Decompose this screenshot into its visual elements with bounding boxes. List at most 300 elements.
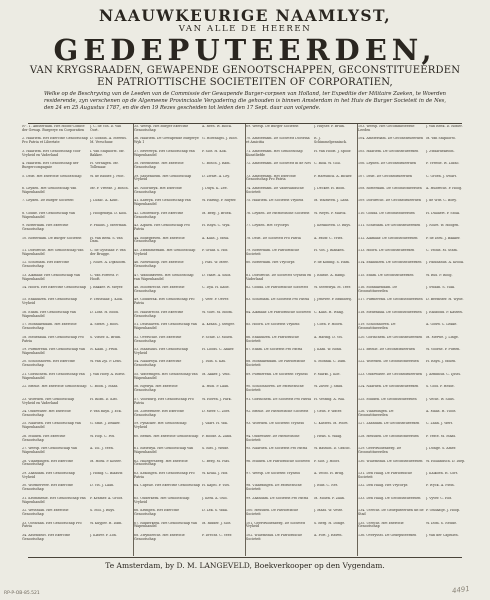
entry-names: C. Berg. M. Plas. <box>202 459 231 463</box>
entry-text: 37. Beverwyk. Het Genootschap van Wapenhandel <box>134 149 195 157</box>
entry-text: 136. Overyssel. De Gedeputeerden <box>358 533 417 537</box>
entry-text: 21. Gorinchem. Het Genootschap van Wapenhandel <box>22 372 85 380</box>
entry-text: 111. Schiedam. De Geconstitueerden <box>358 224 421 228</box>
entry-names: W. Vliet. M. Boom. <box>202 310 233 314</box>
entry-names: H. Loods. C. Anker. <box>202 348 235 352</box>
list-entry <box>134 261 242 273</box>
entry-names: P. Veste. M. Maas. <box>426 434 457 438</box>
list-entry <box>22 175 130 187</box>
entry-names: J. van der Capellen. <box>426 533 459 537</box>
entry-text: 75. Haarlem. De Societeit Vryheid <box>246 199 304 203</box>
entry-names: M. Hoek. P. Koster. <box>90 459 122 463</box>
entry-names: J. Nolet. A. Dijxhoorn. <box>90 261 127 265</box>
entry-names: R. J. Schimmelpenninck. <box>314 137 347 145</box>
entry-names: J. Coen. P. Hoorn. <box>314 323 344 327</box>
list-entry <box>358 323 466 335</box>
entry-names: D. Vis. J. Laan. <box>90 484 115 488</box>
list-entry <box>134 348 242 360</box>
entry-text: 30. Wormerveer. Het Exercitie Genootschap <box>22 484 73 492</box>
entry-names: H. van Hooft. J. Spoor. <box>314 149 352 153</box>
entry-names: H. Kapel. P. Ysel. <box>202 484 231 488</box>
entry-names: A. Haring. D. Vis. <box>314 335 344 339</box>
list-entry <box>246 484 354 496</box>
entry-text: 2. Haarlem. Het Exercitie Genootschap Pro Patria et Libertate <box>22 137 88 145</box>
list-entry <box>134 286 242 298</box>
list-entry <box>22 509 130 521</box>
list-entry <box>22 348 130 360</box>
entry-text: 115. Edam. De Geconstitueerden <box>358 273 414 277</box>
entry-text: 36. Haarlem. De Gewapende Burgerye Wyk 1 <box>134 137 199 145</box>
list-entry <box>22 410 130 422</box>
entry-names: J. Nolet. W. Hoogen. <box>426 224 460 228</box>
entry-text: 79. Rotterdam. De Patriottische Societeit <box>246 248 300 256</box>
list-entry <box>134 472 242 484</box>
entry-text: 12. Schiedam. Het Exercitie Genootschap <box>22 261 70 269</box>
entry-names: J. Klaver. P. Zon. <box>90 533 117 537</box>
entry-names: A. Kaas. J. Melk. <box>202 236 230 240</box>
list-entry <box>134 249 242 261</box>
list-entry <box>358 150 466 162</box>
list-entry <box>358 435 466 447</box>
entry-text: 52. Overschie. Het Exercitie Genootschap <box>134 335 182 343</box>
entry-names: P. Graaf. S. Hof. <box>202 248 229 252</box>
entry-names: M. Merwe. J. Linge. <box>426 335 459 339</box>
entry-text: 131. Den Haag. De Patriottische Societeit <box>358 471 413 479</box>
entry-text: 134. Utrecht. De Gedeputeerden uit de Stad <box>358 509 424 517</box>
entry-names: S. Blei. J. Weide. <box>202 447 230 451</box>
entry-names: W. Zilver. J. Smid. <box>314 385 344 389</box>
entry-text: 74. Amsterdam. De Vaderlandsche Societeit <box>246 186 304 194</box>
entry-names: J. Tuin. S. Kas. <box>202 360 227 364</box>
entry-names: A. Vecht. H. Brug. <box>314 471 345 475</box>
entry-text: 58. Zoetermeer. Het Exercitie Genootschap <box>134 409 184 417</box>
list-entry <box>358 460 466 472</box>
entry-text: 24. Oudewater. Het Exercitie Genootschap <box>22 409 71 417</box>
list-entry <box>22 398 130 410</box>
entry-text: 107. Delft. De Geconstitueerden <box>358 174 413 178</box>
entry-text: 64. Capelle. Het Exercitie Genootschap <box>134 484 200 488</box>
list-entry <box>246 286 354 298</box>
entry-text: 57. Voorburg. Het Genootschap Pro Patria <box>134 397 194 405</box>
list-entry <box>358 298 466 310</box>
entry-names: J. Veer. P. Oever. <box>202 298 229 302</box>
entry-names: J. van Hoey. A. Roest. <box>90 372 126 376</box>
entry-text: 41. Katwyk. Het Genootschap van Wapenhandel <box>134 199 191 207</box>
list-entry <box>134 187 242 199</box>
entry-text: 31. Krommenie. Het Genootschap van Wapenhandel <box>22 496 86 504</box>
entry-names: H. Rhyn. J. Molen. <box>426 360 457 364</box>
title-line-3: GEDEPUTEERDEN, <box>53 33 437 67</box>
entry-names: D. Vaart. A. Sluis. <box>202 273 232 277</box>
entry-text: 105. Haarlem. De Geconstitueerden <box>358 149 419 153</box>
entry-names: H. Vesting. A. Wal. <box>314 397 346 401</box>
list-entry <box>22 125 130 137</box>
entry-text: 61. Bleiswyk. Het Genootschap van Wapenhandel <box>134 447 194 455</box>
entry-names: J. Decker. H. Boon. <box>314 186 346 190</box>
list-entry <box>22 199 130 211</box>
list-entry <box>22 286 130 298</box>
list-entry <box>134 311 242 323</box>
title-line-2: VAN ALLE DE HEEREN <box>178 24 312 34</box>
list-entry <box>134 534 242 546</box>
entry-text: 45. Zwammerdam. Het Genootschap Vryheid <box>134 248 196 256</box>
entry-names: D. Meer. C. Zoet. <box>202 409 231 413</box>
entry-text: 96. Muiden. De Patriottische Societeit <box>246 459 310 463</box>
entry-names: A. Tol. J. Veen. <box>90 447 114 451</box>
list-entry <box>358 447 466 459</box>
entry-text: 101. Geertruidenberg. De Societeit Vryheid <box>246 521 306 529</box>
list-entry <box>134 360 242 372</box>
entry-text: 42. Leiderdorp. Het Exercitie Genootschap <box>134 211 184 219</box>
list-entry <box>134 150 242 162</box>
entry-names: W. Kuyper. H. Dam. <box>90 521 123 525</box>
entry-text: 49. Gouderak. Het Genootschap Pro Patria <box>134 298 195 306</box>
entry-names: C. Bosch. J. Ram. <box>202 162 231 166</box>
entry-names: P. Kramer. A. Groot. <box>90 496 124 500</box>
entry-names: P. Ondaatje. J. Hoop. <box>426 509 461 513</box>
entry-names: A. Pauw. C. Vries. <box>314 236 344 240</box>
entry-names: A. Fort. J. Haven. <box>314 533 343 537</box>
list-entry <box>134 125 242 137</box>
entry-names: P. de Koning. S. Ham. <box>314 261 350 265</box>
entry-names: C. Dyk. H. Kade. <box>202 286 230 290</box>
entry-text: 14. Hoorn. Het Exercitie Genootschap <box>22 286 86 290</box>
entry-text: N°. 1. Amsterdam. Het Hoofd-Comite der Gewap. Burgerye en Corporatien <box>22 125 85 132</box>
entry-text: 85. Hoorn. De Societeit Vryheid <box>246 323 300 327</box>
list-entry <box>246 249 354 261</box>
list-column-2 <box>134 125 242 555</box>
entry-names: M. Berg. J. Broek. <box>202 211 232 215</box>
entry-text: 32. Westzaan. Het Exercitie Genootschap <box>22 509 69 517</box>
entry-names: C. Kaas. H. Waag. <box>314 310 344 314</box>
entry-text: 73. Amsterdam. Het Exercitie Genootschap Pro Patria <box>246 174 296 182</box>
list-entry <box>358 237 466 249</box>
list-entry <box>246 199 354 211</box>
entry-names: M. Molen. P. Zaan. <box>314 496 346 500</box>
entry-text: 95. Naarden. De Societeit Pro Patria <box>246 447 308 451</box>
list-entry <box>134 199 242 211</box>
entry-names: C. Groen. J. Swart. <box>426 174 458 178</box>
list-entry <box>246 237 354 249</box>
entry-text: 53. Maassluis. Het Genootschap Vryheid <box>134 348 188 355</box>
entry-names: W. Hop. C. Pos. <box>90 434 116 438</box>
entry-text: 70. Amsterdam. De Societeit Doctrina et Amicitia <box>246 137 310 145</box>
title-line-5: EN PATRIOTTISCHE SOCIETEITEN OF CORPORATIEN, <box>97 77 393 88</box>
entry-text: 68. Zwyndrecht. Het Exercitie Genootschap <box>134 533 185 541</box>
list-entry <box>246 162 354 174</box>
list-entry <box>246 398 354 410</box>
entry-text: 6. Leyden. Het Genootschap van Wapenhandel <box>22 186 77 194</box>
entry-text: 123. Oudewater. De Geconstitueerden <box>358 372 423 376</box>
entry-text: 97. Weesp. De Societeit Vryheid <box>246 471 300 475</box>
list-entry <box>246 410 354 422</box>
list-entry <box>22 162 130 174</box>
entry-names: H. van Beek. S. van Dam. <box>90 236 123 244</box>
entry-text: 26. Muiden. Het Exercitie Genootschap <box>22 434 66 442</box>
entry-names: P. Slot. J. Hooft. <box>314 459 340 463</box>
entry-names: J. Duyn. K. Zee. <box>202 186 228 190</box>
entry-names: G. Smit. J. Dekker. <box>90 422 121 426</box>
entry-names: W. Hoven. J. Park. <box>202 397 232 401</box>
entry-text: 127. Zaandam. De Geconstitueerden <box>358 422 420 426</box>
entry-text: 110. Gouda. De Geconstitueerden <box>358 211 415 215</box>
entry-names: D. Zwart. A. Ley. <box>202 174 230 178</box>
entry-text: 50. Haastrecht. Het Exercitie Genootschap <box>134 310 184 318</box>
entry-names: Mr. P. Vreede. J. Bosch. <box>90 186 129 190</box>
entry-text: 44. Bodegraven. Het Exercitie Genootschap <box>134 236 185 244</box>
entry-text: 91. Gorinchem. De Societeit Pro Patria <box>246 397 312 401</box>
entry-names: H. Vos. J. Blanken. <box>314 248 345 252</box>
entry-text: 103. Weesp. Het Gecommitteerde Leeden <box>358 125 415 132</box>
entry-text: 60. Berkel. Het Exercitie Genootschap <box>134 434 199 438</box>
bottom-rule <box>28 557 462 558</box>
entry-text: 48. Moordrecht. Het Exercitie Genootschap <box>134 286 185 293</box>
list-entry <box>22 150 130 162</box>
entry-names: W. Dom. S. Neude. <box>426 521 458 525</box>
entry-text: 35. Weesp. Het Burger Exercitie Genootschap <box>134 125 189 132</box>
entry-names: W. Steenwyk. M. Teer. <box>314 286 351 290</box>
entry-text: 135. Utrecht. Het Exercitie Genootschap <box>358 521 404 529</box>
entry-text: 19. Purmerend. Het Genootschap van Wapenhandel <box>22 348 86 355</box>
list-entry <box>22 422 130 434</box>
entry-text: 100. Heusden. De Patriottische Societeit <box>246 509 299 517</box>
entry-text: 3. Haarlem. Het Genootschap Voor Vryheid en Vaderland <box>22 149 81 157</box>
entry-text: 56. Rijswyk. Het Exercitie Genootschap <box>134 385 178 393</box>
entry-text: 71. Amsterdam. Het Genootschap Kunstliefde <box>246 149 303 157</box>
list-entry <box>246 212 354 224</box>
list-entry <box>22 249 130 261</box>
list-entry <box>246 460 354 472</box>
entry-text: 10. Rotterdam. De Burger Societeit <box>22 236 82 240</box>
list-entry <box>358 261 466 273</box>
entry-names: C. Boon. J. Maas. <box>90 385 119 389</box>
entry-names: W. Hollandsch. D. Diep. <box>426 459 466 463</box>
list-entry <box>246 175 354 187</box>
list-entry <box>358 311 466 323</box>
entry-names: W. Voorne. P. Putten. <box>426 348 461 352</box>
entry-text: 119. Schoonhoven. De Geconstitueerden <box>358 323 396 331</box>
list-entry <box>134 212 242 224</box>
entry-text: 54. Naaldwyk. Het Exercitie Genootschap <box>134 360 182 368</box>
list-column-3 <box>246 125 354 555</box>
list-entry <box>246 435 354 447</box>
entry-names: S. Gooi. P. Heide. <box>426 385 455 389</box>
entry-text: 113. Hoorn. De Geconstitueerden <box>358 248 415 252</box>
entry-names: M. Akker. J. Veld. <box>202 372 231 376</box>
list-entry <box>134 422 242 434</box>
list-entry <box>358 274 466 286</box>
entry-names: C. Kasteel. M. Poort. <box>314 422 349 426</box>
entry-names: J. Donge. S. Amer. <box>426 447 457 451</box>
list-entry <box>22 460 130 472</box>
entry-text: 18. Medenblik. Het Genootschap Pro Patria <box>22 335 84 343</box>
entry-text: 28. Vlaardingen. Het Exercitie Genootschap <box>22 459 74 467</box>
list-entry <box>134 435 242 447</box>
entry-names: J. Bakker. W. Meyer. <box>90 286 124 290</box>
entry-names: S. Mol. J. Ruys. <box>90 509 116 513</box>
list-entry <box>22 187 130 199</box>
list-entry <box>358 187 466 199</box>
entry-names: P. Wyck. A. Plein. <box>426 484 455 488</box>
entry-text: 93. Woerden. De Societeit Vryheid <box>246 422 304 426</box>
entry-names: J. Paludanus. A. Krook. <box>426 261 465 265</box>
entry-text: 125. Muiden. De Geconstitueerden <box>358 397 417 401</box>
entry-text: 121. Brielle. De Geconstitueerden <box>358 348 415 352</box>
entry-text: 78. Delft. De Societeit Pro Patria <box>246 236 301 240</box>
entry-text: 124. Naarden. De Geconstitueerden <box>358 385 419 389</box>
entry-names: S. Berg. H. Donge. <box>314 521 346 525</box>
entry-names: W. van Zyl. P. Lens. <box>90 360 122 364</box>
entry-text: 108. Rotterdam. De Geconstitueerden <box>358 186 422 190</box>
entry-text: 130. Willemstad. De Geconstitueerden <box>358 459 423 463</box>
entry-names: J. Maas. W. Veste. <box>314 509 344 513</box>
list-entry <box>358 175 466 187</box>
inventory-number: RP-P-OB-85.521 <box>4 591 40 596</box>
list-entry <box>358 422 466 434</box>
entry-names: J. Radboud. P. Kasteel. <box>426 310 464 314</box>
list-column-1 <box>22 125 130 555</box>
entry-text: 16. Edam. Het Genootschap van Wapenhandel <box>22 310 76 318</box>
list-entry <box>134 373 242 385</box>
entry-text: 81. Dordrecht. De Societeit Vryheid en Vaderland <box>246 273 312 281</box>
intro-paragraph: Welke op de Beschryving van de Leeden van de Commissie der Gewapende Burger-corpsen van Holland, ter Expeditie der Militaire Zaeken, te Woerden residerende, zyn verschenen op de Algemeene Provinciaale Vergadering die gehouden is binnen Amsterdam in het Huis de Burger Societeit in de Nes, den 24 en 25 Augustus 1787, en die den 19 Rezes gescheiden tot leiden den 17 Sept. daar aan volgende. <box>44 91 446 112</box>
list-entry <box>22 447 130 459</box>
entry-names: W. Rus. P. Boog. <box>426 273 453 277</box>
entry-names: J. Hoogendyk. D. Kool. <box>90 211 128 215</box>
entry-text: 22. Brielle. Het Exercitie Genootschap <box>22 385 87 389</box>
entry-names: D. Beemster. H. Wyde. <box>426 298 464 302</box>
entry-text: 13. Alkmaar. Het Genootschap van Wapenhandel <box>22 273 81 281</box>
list-entry <box>22 385 130 397</box>
entry-text: 92. Brielle. De Patriottische Societeit <box>246 409 309 413</box>
list-entry <box>134 336 242 348</box>
list-entry <box>246 373 354 385</box>
list-entry <box>358 373 466 385</box>
entry-names: P. Tesselaar. J. Klok. <box>90 298 123 302</box>
list-entry <box>134 398 242 410</box>
list-entry <box>134 323 242 335</box>
entry-text: 118. Medenblik. De Geconstitueerden <box>358 310 422 314</box>
entry-names: A. Hubrecht. P. Hoog. <box>426 186 463 190</box>
list-entry <box>22 237 130 249</box>
entry-names: M. Walraven. J. Lans. <box>314 199 350 203</box>
list-entry <box>134 460 242 472</box>
entry-text: 109. Dordrecht. De Geconstitueerden <box>358 199 421 203</box>
list-entry <box>246 509 354 521</box>
list-entry <box>22 534 130 546</box>
list-entry <box>358 410 466 422</box>
list-column-4 <box>358 125 466 555</box>
entry-text: 40. Noordwyk. Het Exercitie Genootschap <box>134 186 182 194</box>
entry-names: H. Blom. D. Kist. <box>90 397 118 401</box>
list-entry <box>22 298 130 310</box>
list-entry <box>134 509 242 521</box>
entry-names: D. Goddin. A. Merens. M. Verschuur. <box>90 137 127 145</box>
entry-names: A. Huis. P. Laan. <box>202 385 230 389</box>
list-entry <box>22 261 130 273</box>
list-entry <box>358 385 466 397</box>
list-entry <box>246 447 354 459</box>
list-entry <box>134 298 242 310</box>
entry-names: P. van Rhyn. J. Eck. <box>90 409 122 413</box>
entry-text: 82. Gouda. De Patriottische Societeit <box>246 286 308 290</box>
entry-names: W. Haring. P. Ruyter. <box>202 199 237 203</box>
entry-text: 122. Woerden. De Geconstitueerden <box>358 360 419 364</box>
entry-names: C. Velius. M. Stam. <box>426 248 458 252</box>
entry-names: M. van Staphorst. <box>426 137 456 141</box>
entry-text: 11. Dordrecht. Het Genootschap van Wapenhandel <box>22 248 84 256</box>
list-entry <box>134 385 242 397</box>
list-entry <box>358 199 466 211</box>
list-entry <box>22 137 130 149</box>
entry-text: 7. Leyden. De Burger Societeit <box>22 199 74 203</box>
entry-text: 132. Den Haag. Het Vrycorps <box>358 484 408 488</box>
entry-text: 69. Weesp. De Burger Societeit <box>246 125 299 128</box>
entry-names: J. Kaas. W. Rond. <box>314 348 343 352</box>
entry-text: 17. Monnikendam. Het Exercitie Genootschap <box>22 323 77 331</box>
entry-names: J. C. de Vos. D. van Oort. <box>90 125 122 132</box>
entry-names: W. Kraal. J. Hof. <box>202 471 229 475</box>
list-entry <box>246 534 354 546</box>
list-entry <box>134 274 242 286</box>
pencil-mark: 4491 <box>451 584 471 596</box>
list-entry <box>134 137 242 149</box>
entry-names: P. Roode. A. Zand. <box>202 434 233 438</box>
list-entry <box>22 336 130 348</box>
list-entry <box>358 137 466 149</box>
entry-names: J. Vyver. C. Hof. <box>426 496 452 500</box>
entry-text: 46. Nieuwkoop. Het Exercitie Genootschap <box>134 261 184 269</box>
list-entry <box>22 522 130 534</box>
entry-names: W. Bastion. D. Gracht. <box>314 447 351 451</box>
list-entry <box>358 336 466 348</box>
entry-names: J. Vecht. W. Sluis. <box>426 397 455 401</box>
list-entry <box>358 162 466 174</box>
list-entry <box>134 162 242 174</box>
entry-names: J. Buis. C. Net. <box>314 484 339 488</box>
list-entry <box>246 274 354 286</box>
entry-names: N. Kaan. J. Pruis. <box>90 348 119 352</box>
list-entry <box>358 360 466 372</box>
list-entry <box>358 249 466 261</box>
entry-text: 128. Heusden. De Geconstitueerden <box>358 434 419 438</box>
entry-names: A. Swart. J. Roos. <box>90 323 119 327</box>
list-entry <box>134 410 242 422</box>
entry-text: 25. Naarden. Het Genootschap van Wapenhandel <box>22 422 81 430</box>
entry-names: S. Monnik. C. Dam. <box>314 360 347 364</box>
entry-text: 77. Leyden. Het Vrycorps <box>246 224 289 228</box>
entry-names: J. Kalkoen. H. Cort. <box>426 471 459 475</box>
entry-names: J. Heks. S. Waag. <box>314 434 343 438</box>
entry-text: 120. Gorinchem. De Geconstitueerden <box>358 335 423 339</box>
list-entry <box>246 522 354 534</box>
entry-names: A. Maas. H. Vloot. <box>426 409 457 413</box>
entry-text: 90. Schoonhoven. De Patriottische Societeit <box>246 385 304 393</box>
list-entry <box>358 534 466 546</box>
entry-text: 126. Vlaardingen. De Geconstitueerden <box>358 409 394 417</box>
entry-text: 116. Monnikendam. De Geconstitueerden <box>358 286 398 293</box>
list-entry <box>358 348 466 360</box>
entry-names: H. Rhyn. C. Wyk. <box>202 224 231 228</box>
entry-text: 55. Wateringen. Het Genootschap van Wapenhandel <box>134 372 198 380</box>
entry-text: 88. Monnikendam. De Patriottische Societeit <box>246 360 306 368</box>
list-entry <box>246 261 354 273</box>
list-entry <box>22 484 130 496</box>
title-line-1: NAAUWKEURIGE NAAMLYST, <box>98 6 392 25</box>
entry-text: 29. Zaandam. Het Genootschap Vryheid <box>22 471 75 479</box>
list-entry <box>246 497 354 509</box>
list-entry <box>134 522 242 534</box>
